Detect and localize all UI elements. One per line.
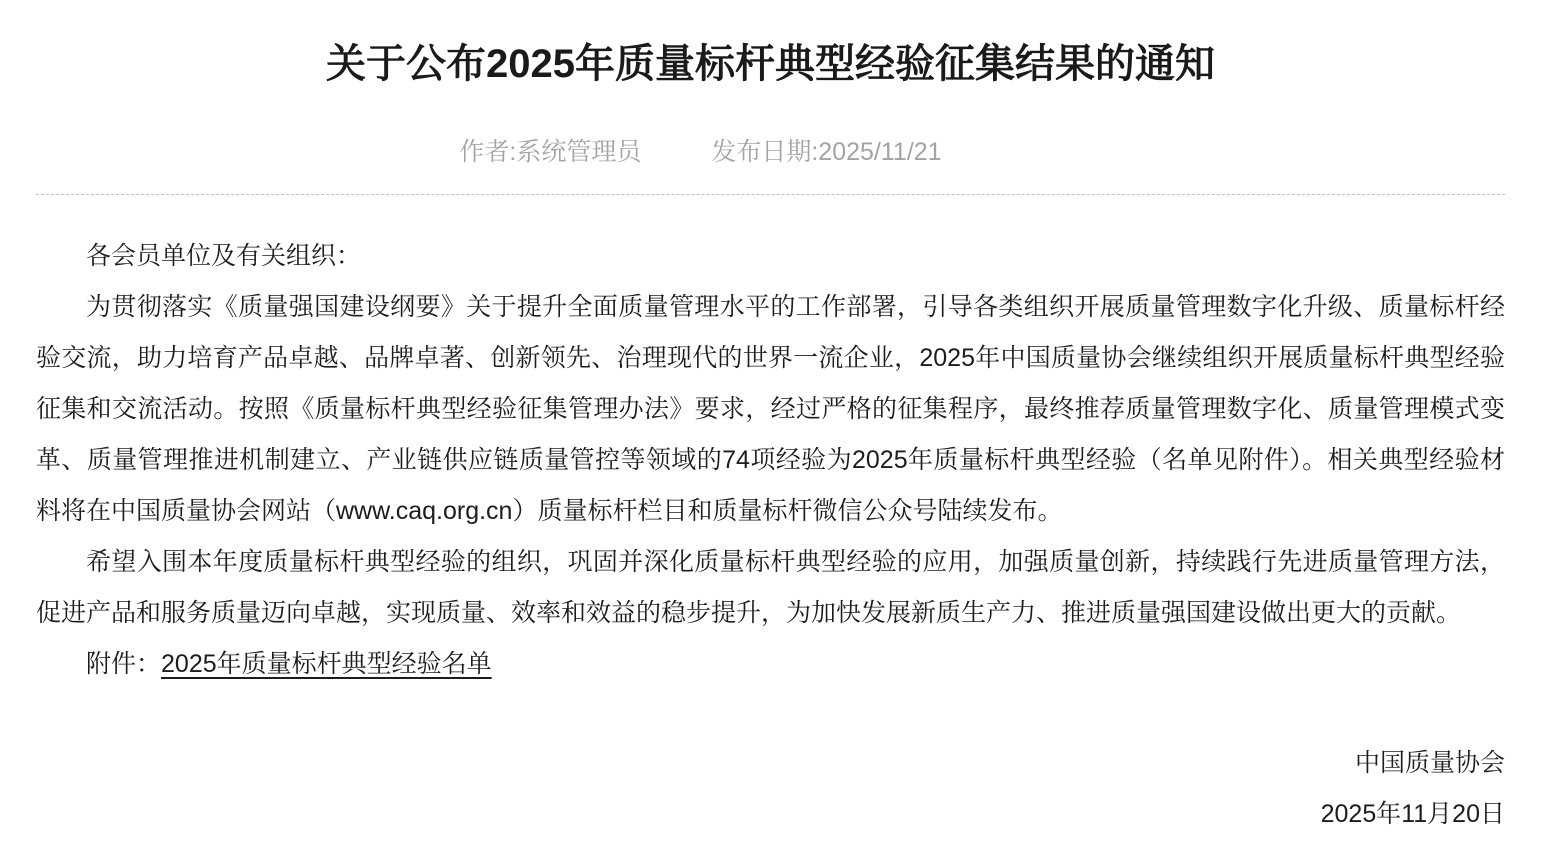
page-title: 关于公布2025年质量标杆典型经验征集结果的通知 bbox=[326, 42, 1215, 86]
dashed-divider bbox=[36, 194, 1505, 195]
salutation-line: 各会员单位及有关组织： bbox=[86, 242, 362, 270]
article-meta bbox=[0, 140, 1435, 165]
signature-org: 中国质量协会 bbox=[1354, 749, 1505, 777]
signature-date: 2025年11月20日 bbox=[1320, 800, 1505, 828]
attachment-label: 附件： bbox=[86, 650, 162, 678]
signature-block bbox=[36, 738, 1505, 840]
notice-article bbox=[0, 36, 1542, 840]
attachment-link[interactable]: 2025年质量标杆典型经验名单 bbox=[161, 650, 492, 678]
publish-date-label: 发布日期:2025/11/21 bbox=[711, 138, 942, 166]
paragraph-main: 为贯彻落实《质量强国建设纲要》关于提升全面质量管理水平的工作部署，引导各类组织开展质量管理数字化升级、质量标杆经验交流，助力培育产品卓越、品牌卓著、创新领先、治理现代的世界一流企业，2025年中国质量协会继续组织开展质量标杆典型经验征集和交流活动。按照《质量标杆典型经验征集管理办法》要求，经过严格的征集程序，最终推荐质量管理数字化、质量管理模式变革、质量管理推进机制建立、产业链供应链质量管控等领域的74项经验为2025年质量标杆典型经验（名单见附件）。相关典型经验材料将在中国质量协会网站（www.caq.org.cn）质量标杆栏目和质量标杆微信公众号陆续发布。 bbox=[36, 293, 1505, 525]
paragraph-hope: 希望入围本年度质量标杆典型经验的组织，巩固并深化质量标杆典型经验的应用，加强质量创新，持续践行先进质量管理方法，促进产品和服务质量迈向卓越，实现质量、效率和效益的稳步提升，为加快发展新质生产力、推进质量强国建设做出更大的贡献。 bbox=[36, 548, 1505, 627]
article-body bbox=[36, 231, 1505, 840]
attachment-line bbox=[36, 639, 1505, 690]
author-label: 作者:系统管理员 bbox=[459, 138, 642, 166]
